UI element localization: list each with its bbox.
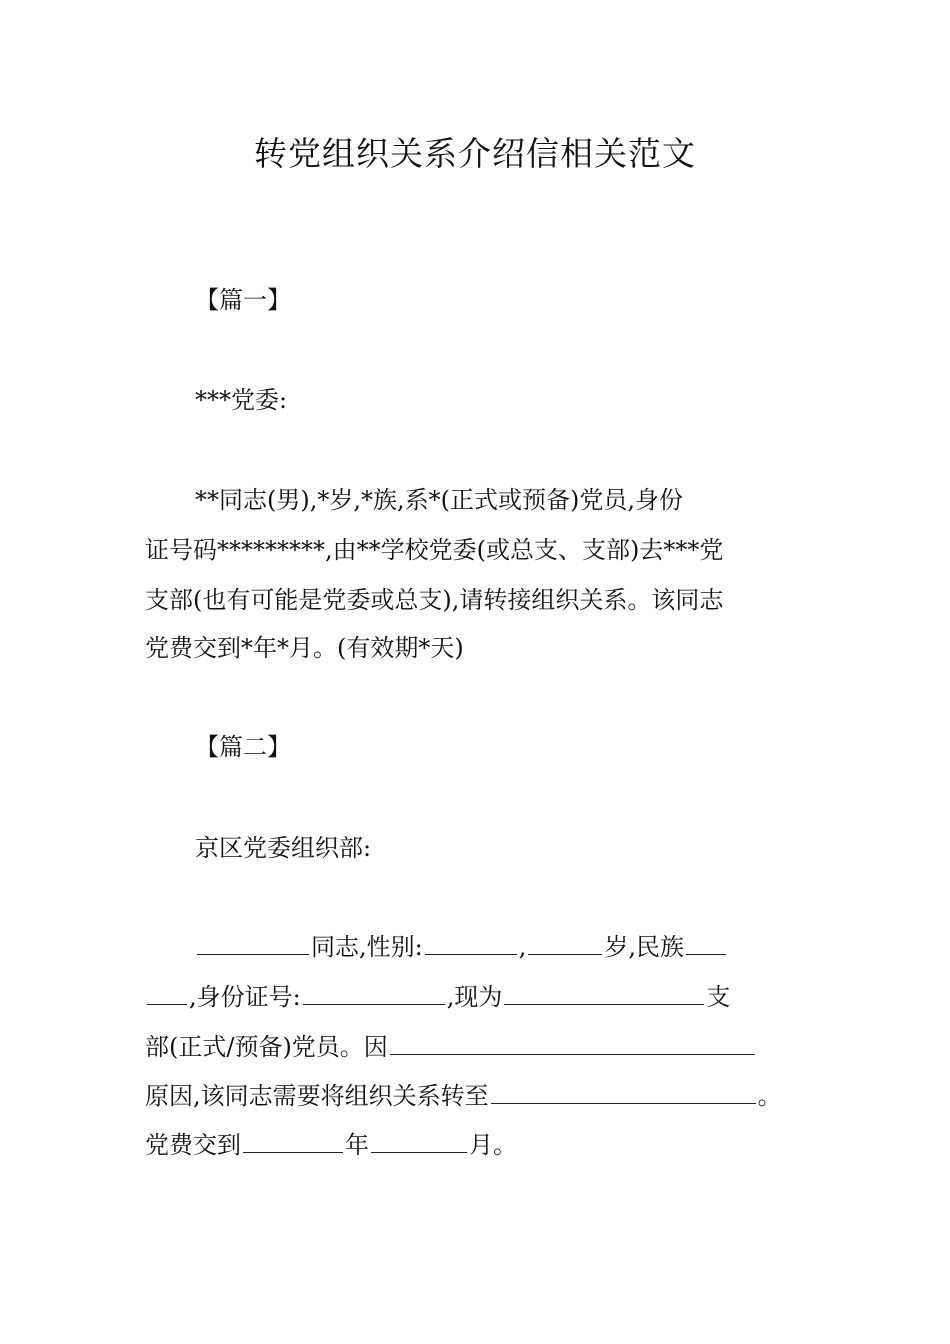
- form-text: 年: [345, 1131, 369, 1159]
- form-text: 岁,民族: [604, 933, 684, 961]
- gender-blank: [425, 934, 517, 955]
- branch-blank: [504, 984, 704, 1005]
- form-text: 月。: [469, 1131, 517, 1159]
- section2-salutation: 京区党委组织部:: [195, 834, 372, 862]
- form-text: 支: [706, 983, 731, 1011]
- form-text: ,现为: [446, 983, 503, 1011]
- form-text: 。: [757, 1082, 782, 1110]
- section1-line-2: 证号码*********,由**学校党委(或总支、支部)去***党: [145, 536, 724, 564]
- age-blank: [528, 934, 602, 955]
- form-line-2: [145, 972, 825, 1022]
- ethnicity-blank-cont: [147, 984, 187, 1005]
- section1-heading: 【篇一】: [195, 286, 291, 314]
- form-text: ,: [518, 933, 527, 961]
- form-text: 原因,该同志需要将组织关系转至: [145, 1082, 489, 1110]
- ethnicity-blank: [686, 934, 726, 955]
- section1-line-1: **同志(男),*岁,*族,系*(正式或预备)党员,身份: [195, 486, 683, 514]
- form-line-1: [195, 922, 875, 972]
- id-number-blank: [303, 984, 445, 1005]
- document-title: 转党组织关系介绍信相关范文: [254, 134, 696, 173]
- section2-heading: 【篇二】: [195, 733, 291, 761]
- form-text: 同志,性别:: [311, 933, 423, 961]
- section1-line-4: 党费交到*年*月。(有效期*天): [145, 634, 464, 662]
- month-blank: [371, 1132, 467, 1153]
- form-text: 党费交到: [145, 1131, 241, 1159]
- form-line-5: [145, 1120, 825, 1170]
- section1-salutation: ***党委:: [195, 386, 288, 414]
- form-line-3: [145, 1022, 825, 1072]
- year-blank: [243, 1132, 343, 1153]
- form-line-4: [145, 1071, 825, 1121]
- section1-line-3: 支部(也有可能是党委或总支),请转接组织关系。该同志: [145, 586, 724, 614]
- form-text: 部(正式/预备)党员。因: [145, 1033, 388, 1061]
- form-text: ,身份证号:: [189, 983, 301, 1011]
- reason-blank: [390, 1034, 755, 1055]
- transfer-to-blank: [491, 1083, 756, 1104]
- name-blank: [197, 934, 309, 955]
